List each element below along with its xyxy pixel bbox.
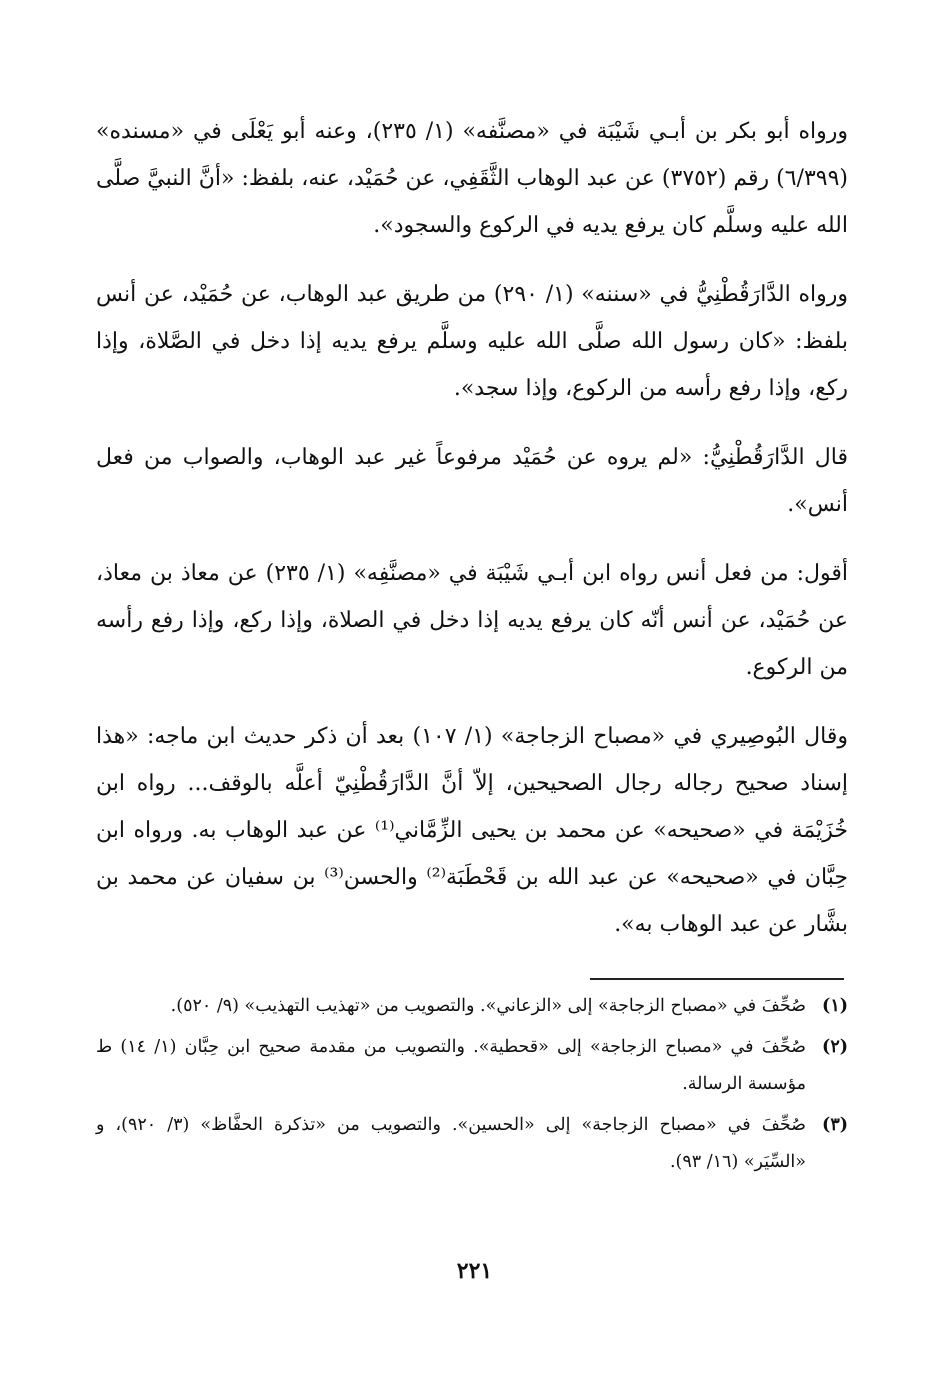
footnote-1 (96, 988, 848, 1025)
footnote-number: (٢) (822, 1037, 848, 1057)
footnote-3 (96, 1107, 848, 1181)
paragraph-3: قال الدَّارَقُطْنِيُّ: «لم يروه عن حُمَيْد مرفوعاً غير عبد الوهاب، والصواب من فعل أنس». (96, 445, 848, 517)
paragraph-5: وقال البُوصِيري في «مصباح الزجاجة» (١/ ١٠٧) بعد أن ذكر حديث ابن ماجه: «هذا إسناد صحيح رجاله رجال الصحيحين، إلاّ أنَّ الدَّارَقُطْنِيّ أعلَّه بالوقف... رواه ابن خُزَيْمَة في «صحيحه» عن محمد بن يحيى الزِّمَّاني⁽¹⁾ عن عبد الوهاب به. ورواه ابن حِبَّان في «صحيحه» عن عبد الله بن قَحْطَبَة⁽²⁾ والحسن⁽³⁾ بن سفيان عن محمد بن بشَّار عن عبد الوهاب به». (96, 724, 849, 937)
paragraph-2: ورواه الدَّارَقُطْنِيُّ في «سننه» (١/ ٢٩٠) من طريق عبد الوهاب، عن حُمَيْد، عن أنس بلفظ: «كان رسول الله صلَّى الله عليه وسلَّم يرفع يديه إذا دخل في الصَّلاة، وإذا ركع، وإذا رفع رأسه من الركوع، وإذا سجد». (96, 282, 848, 401)
footnote-text: صُحِّفَ في «مصباح الزجاجة» إلى «الزعاني». والتصويب من «تهذيب التهذيب» (٩/ ٥٢٠). (170, 996, 806, 1016)
footnote-text: صُحِّفَ في «مصباح الزجاجة» إلى «قحطية». والتصويب من مقدمة صحيح ابن حِبَّان (١/ ١٤) ط مؤسسة الرسالة. (96, 1037, 806, 1094)
page-number: ٢٢١ (456, 1258, 493, 1284)
footnote-number: (٣) (822, 1115, 848, 1135)
paragraph-4: أقول: من فعل أنس رواه ابن أبـي شَيْبَة في «مصنَّفِه» (١/ ٢٣٥) عن معاذ بن معاذ، عن حُمَيْد، عن أنس أنّه كان يرفع يديه إذا دخل في الصلاة، وإذا ركع، وإذا رفع رأسه من الركوع. (96, 561, 848, 680)
main-text (96, 108, 848, 970)
footnote-text: صُحِّفَ في «مصباح الزجاجة» إلى «الحسين». والتصويب من «تذكرة الحفَّاظ» (٣/ ٩٢٠)، و «السِّيَر» (١٦/ ٩٣). (96, 1115, 806, 1172)
footnote-number: (١) (822, 996, 848, 1016)
footnote-2 (96, 1029, 848, 1103)
footnote-divider (590, 978, 844, 980)
footnotes (96, 988, 848, 1185)
paragraph-1: ورواه أبو بكر بن أبـي شَيْبَة في «مصنَّفه» (١/ ٢٣٥)، وعنه أبو يَعْلَى في «مسنده» (٦/٣٩٩) رقم (٣٧٥٢) عن عبد الوهاب الثَّقَفِي، عن حُمَيْد، عنه، بلفظ: «أنَّ النبيَّ صلَّى الله عليه وسلَّم كان يرفع يديه في الركوع والسجود». (96, 119, 849, 238)
